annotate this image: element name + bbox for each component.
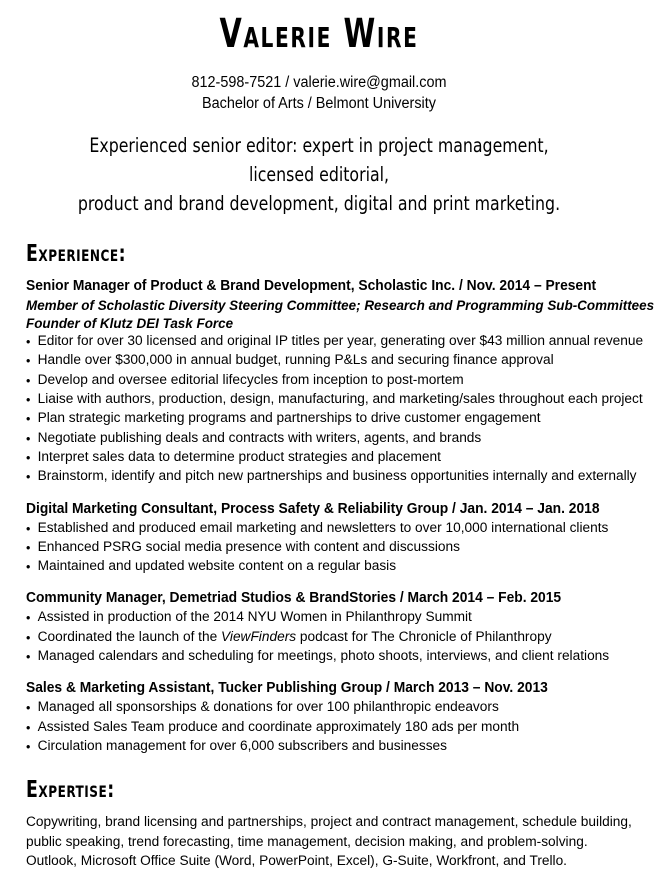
candidate-name: Valerie Wire bbox=[219, 11, 419, 57]
job-bullet: • Editor for over 30 licensed and original IP titles per year, generating over $43 million annual revenue bbox=[26, 332, 591, 351]
section-title-experience: Experience: bbox=[26, 241, 127, 267]
job-bullet: • Interpret sales data to determine product strategies and placement bbox=[26, 448, 591, 467]
job-bullet: • Managed all sponsorships & donations for over 100 philanthropic endeavors bbox=[26, 698, 591, 717]
summary-statement bbox=[55, 114, 582, 218]
job-bullet: • Develop and oversee editorial lifecycles from inception to post-mortem bbox=[26, 371, 591, 390]
job-bullet: • Liaise with authors, production, design, manufacturing, and marketing/sales throughout each project bbox=[26, 390, 591, 409]
job-entry bbox=[26, 266, 655, 486]
expertise-line: Outlook, Microsoft Office Suite (Word, PowerPoint, Excel), G-Suite, Workfront, and Trello. bbox=[26, 853, 568, 870]
expertise-body bbox=[26, 802, 632, 872]
job-bullet: • Managed calendars and scheduling for meetings, photo shoots, interviews, and client relations bbox=[26, 647, 591, 666]
job-entry bbox=[26, 487, 612, 577]
job-bullet-list bbox=[26, 608, 612, 666]
job-bullet: • Assisted Sales Team produce and coordinate approximately 180 ads per month bbox=[26, 718, 591, 737]
job-heading: Senior Manager of Product & Brand Development, Scholastic Inc. / Nov. 2014 – Present bbox=[26, 278, 597, 295]
job-entry bbox=[26, 576, 612, 666]
job-bullet-list bbox=[26, 519, 612, 577]
job-bullet: • Maintained and updated website content on a regular basis bbox=[26, 557, 591, 576]
contact-block bbox=[26, 54, 612, 114]
job-bullet: • Coordinated the launch of the ViewFinders podcast for The Chronicle of Philanthropy bbox=[26, 628, 591, 647]
job-subline: Founder of Klutz DEI Task Force bbox=[26, 315, 234, 332]
job-bullet: • Enhanced PSRG social media presence with content and discussions bbox=[26, 538, 591, 557]
summary-line: product and brand development, digital and print marketing. bbox=[77, 192, 561, 215]
experience-job-list bbox=[26, 266, 655, 756]
contact-line-education: Bachelor of Arts / Belmont University bbox=[202, 95, 436, 112]
job-entry bbox=[26, 666, 612, 756]
summary-line: Experienced senior editor: expert in project management, licensed editorial, bbox=[89, 134, 549, 186]
job-bullet-list bbox=[26, 332, 644, 486]
contact-line-phone-email: 812-598-7521 / valerie.wire@gmail.com bbox=[191, 74, 447, 91]
expertise-line: Copywriting, brand licensing and partnerships, project and contract management, schedule building, bbox=[26, 814, 632, 831]
job-heading: Community Manager, Demetriad Studios & BrandStories / March 2014 – Feb. 2015 bbox=[26, 590, 562, 607]
job-heading: Digital Marketing Consultant, Process Safety & Reliability Group / Jan. 2014 – Jan. 2018 bbox=[26, 500, 600, 517]
job-heading: Sales & Marketing Assistant, Tucker Publishing Group / March 2013 – Nov. 2013 bbox=[26, 680, 548, 697]
job-bullet: • Negotiate publishing deals and contracts with writers, agents, and brands bbox=[26, 429, 591, 448]
job-bullet: • Circulation management for over 6,000 subscribers and businesses bbox=[26, 737, 591, 756]
job-bullet: • Handle over $300,000 in annual budget, running P&Ls and securing finance approval bbox=[26, 351, 591, 370]
job-subline: Member of Scholastic Diversity Steering Committee; Research and Programming Sub-Committees bbox=[26, 297, 655, 314]
job-bullet-list bbox=[26, 698, 612, 756]
job-bullet: • Assisted in production of the 2014 NYU Women in Philanthropy Summit bbox=[26, 608, 591, 627]
job-bullet: • Established and produced email marketing and newsletters to over 10,000 international clients bbox=[26, 519, 591, 538]
section-title-expertise: Expertise: bbox=[26, 777, 115, 804]
expertise-line: public speaking, trend forecasting, time management, decision making, and problem-solving. bbox=[26, 833, 588, 850]
job-bullet: • Brainstorm, identify and pitch new partnerships and business opportunities internally and externally bbox=[26, 467, 591, 486]
job-bullet: • Plan strategic marketing programs and partnerships to drive customer engagement bbox=[26, 409, 591, 428]
